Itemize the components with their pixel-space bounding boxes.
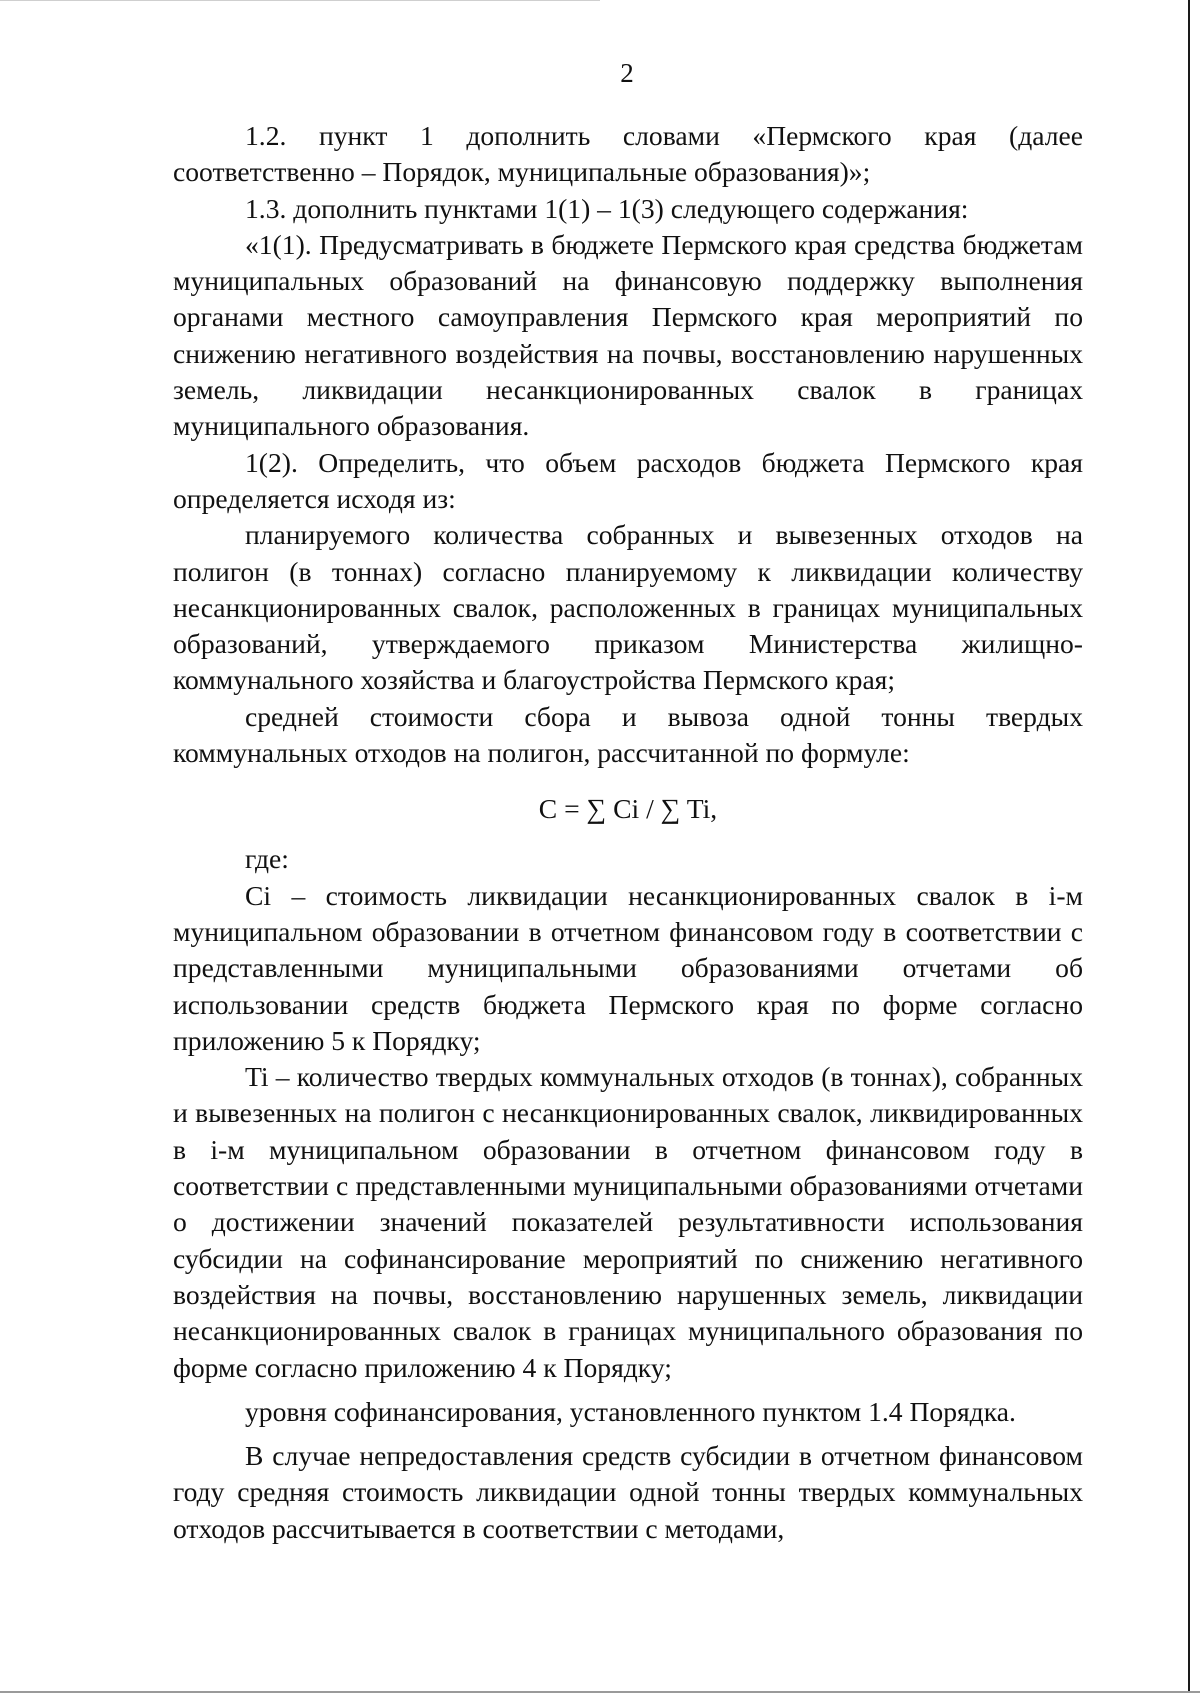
- paragraph-1-2: 1.2. пункт 1 дополнить словами «Пермского края (далее соответственно – Порядок, муниципальные образования)»;: [173, 120, 1083, 188]
- paragraph-average-cost: средней стоимости сбора и вывоза одной тонны твердых коммунальных отходов на полигон, рассчитанной по формуле:: [173, 700, 1083, 769]
- formula-where: где:: [245, 843, 289, 875]
- definition-ti: Ti – количество твердых коммунальных отходов (в тоннах), собранных и вывезенных на полигон с несанкционированных свалок, ликвидированных в i-м муниципальном образовании в отчетном финансовом году в соответствии с представленными муниципальными образованиями отчетами о достижении значений показателей результативности использования субсидии на софинансирование мероприятий по снижению негативного воздействия на почвы, восстановлению нарушенных земель, ликвидации несанкционированных свалок в границах муниципального образования по форме согласно приложению 4 к Порядку;: [173, 1061, 1083, 1383]
- paragraph-1-1-item: «1(1). Предусматривать в бюджете Пермского края средства бюджетам муниципальных образований на финансовую поддержку выполнения органами местного самоуправления Пермского края мероприятий по снижению негативного воздействия на почвы, восстановлению нарушенных земель, ликвидации несанкционированных свалок в границах муниципального образования.: [173, 228, 1083, 442]
- paragraph-non-provision: В случае непредоставления средств субсидии в отчетном финансовом году средняя стоимость ликвидации одной тонны твердых коммунальных отходов рассчитывается в соответствии с методами,: [173, 1440, 1083, 1544]
- paragraph-cofinancing-level: уровня софинансирования, установленного пунктом 1.4 Порядка.: [245, 1395, 1016, 1427]
- paragraph-1-2-item: 1(2). Определить, что объем расходов бюджета Пермского края определяется исходя из:: [173, 446, 1083, 514]
- paragraph-1-3: 1.3. дополнить пунктами 1(1) – 1(3) следующего содержания:: [245, 192, 969, 224]
- paragraph-planned-quantity: планируемого количества собранных и вывезенных отходов на полигон (в тоннах) согласно планируемому к ликвидации количеству несанкционированных свалок, расположенных в границах муниципальных образований, утверждаемого приказом Министерства жилищно-коммунального хозяйства и благоустройства Пермского края;: [173, 519, 1083, 696]
- document-body: [173, 118, 1083, 1547]
- scan-edge-top: [0, 0, 600, 1]
- definition-ci: Ci – стоимость ликвидации несанкционированных свалок в i-м муниципальном образовании в отчетном финансовом году в соответствии с представленными муниципальными образованиями отчетами об использовании средств бюджета Пермского края по форме согласно приложению 5 к Порядку;: [173, 879, 1083, 1056]
- scan-edge-right: [1188, 0, 1190, 1693]
- page-number: 2: [620, 58, 634, 88]
- formula: С = ∑ Ci / ∑ Ti,: [538, 793, 718, 825]
